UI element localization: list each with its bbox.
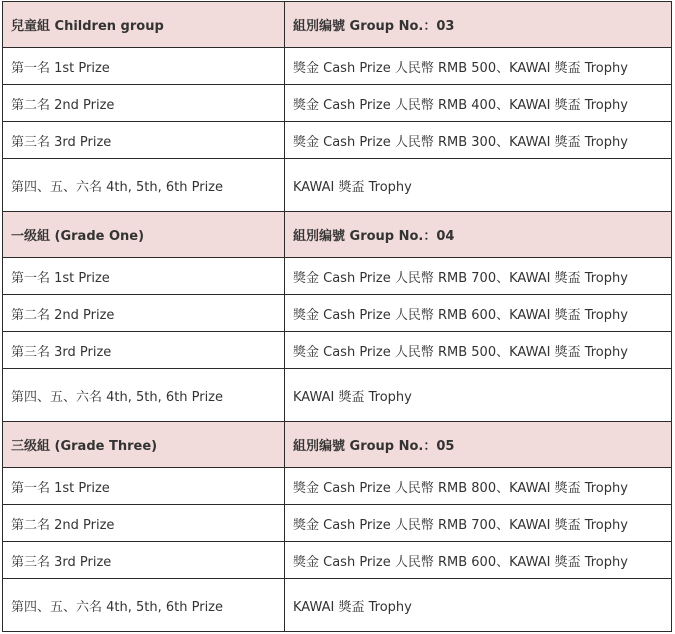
prize-row [3,159,672,212]
group-number: 組別编號 Group No.：03 [285,2,672,48]
prize-reward: 獎金 Cash Prize 人民幣 RMB 400、KAWAI 獎盃 Trophy [285,85,672,122]
prize-row [3,48,672,85]
group-number: 組別编號 Group No.：05 [285,422,672,468]
prize-row [3,542,672,579]
group-header-row [3,422,672,468]
prize-place: 第一名 1st Prize [3,258,285,295]
prize-reward: 獎金 Cash Prize 人民幣 RMB 600、KAWAI 獎盃 Trophy [285,295,672,332]
prize-row [3,468,672,505]
group-title: 兒童組 Children group [3,2,285,48]
prize-reward: KAWAI 獎盃 Trophy [285,579,672,632]
prize-place: 第一名 1st Prize [3,48,285,85]
prize-place: 第四、五、六名 4th, 5th, 6th Prize [3,369,285,422]
prize-place: 第二名 2nd Prize [3,295,285,332]
prize-place: 第四、五、六名 4th, 5th, 6th Prize [3,579,285,632]
group-title: 三级組 (Grade Three) [3,422,285,468]
group-header-row [3,2,672,48]
prize-row [3,332,672,369]
group-title: 一级組 (Grade One) [3,212,285,258]
prize-place: 第二名 2nd Prize [3,85,285,122]
prize-reward: 獎金 Cash Prize 人民幣 RMB 700、KAWAI 獎盃 Trophy [285,258,672,295]
prize-place: 第三名 3rd Prize [3,122,285,159]
prize-reward: KAWAI 獎盃 Trophy [285,159,672,212]
prize-place: 第四、五、六名 4th, 5th, 6th Prize [3,159,285,212]
prize-reward: KAWAI 獎盃 Trophy [285,369,672,422]
prize-row [3,295,672,332]
prize-row [3,122,672,159]
prize-place: 第二名 2nd Prize [3,505,285,542]
prize-reward: 獎金 Cash Prize 人民幣 RMB 500、KAWAI 獎盃 Trophy [285,332,672,369]
prize-reward: 獎金 Cash Prize 人民幣 RMB 700、KAWAI 獎盃 Trophy [285,505,672,542]
prize-place: 第一名 1st Prize [3,468,285,505]
prize-reward: 獎金 Cash Prize 人民幣 RMB 800、KAWAI 獎盃 Trophy [285,468,672,505]
prize-reward: 獎金 Cash Prize 人民幣 RMB 500、KAWAI 獎盃 Trophy [285,48,672,85]
prize-row [3,505,672,542]
prize-row [3,369,672,422]
prize-row [3,258,672,295]
prize-row [3,85,672,122]
prize-reward: 獎金 Cash Prize 人民幣 RMB 300、KAWAI 獎盃 Trophy [285,122,672,159]
group-number: 組別编號 Group No.：04 [285,212,672,258]
prize-row [3,579,672,632]
group-header-row [3,212,672,258]
prize-place: 第三名 3rd Prize [3,332,285,369]
prize-table [2,1,672,632]
prize-reward: 獎金 Cash Prize 人民幣 RMB 600、KAWAI 獎盃 Trophy [285,542,672,579]
prize-place: 第三名 3rd Prize [3,542,285,579]
